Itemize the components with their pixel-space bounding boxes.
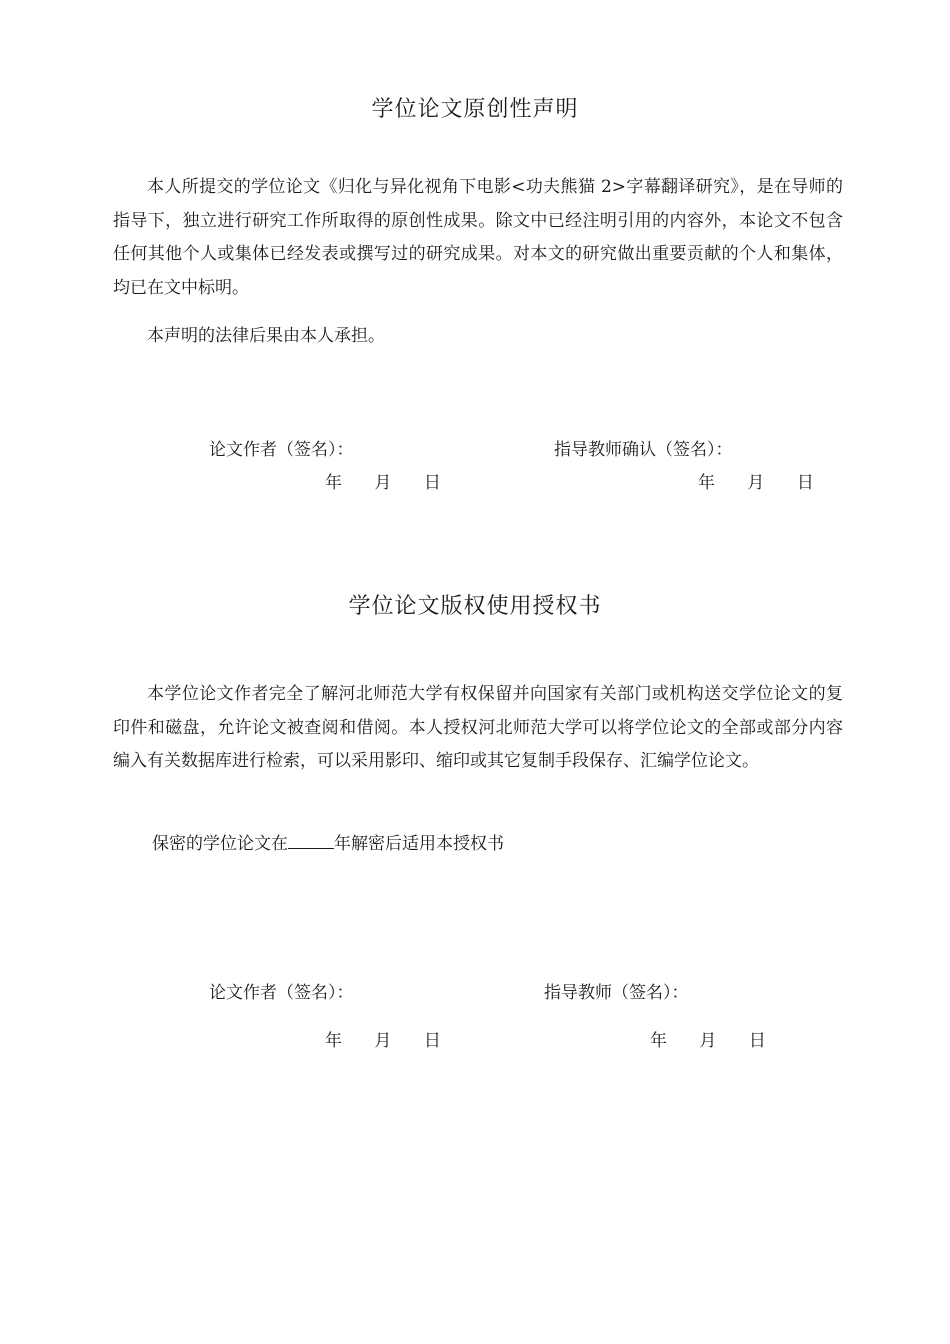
- secrecy-statement: [152, 832, 504, 855]
- secrecy-prefix: 保密的学位论文在: [152, 834, 288, 854]
- authorization-author-signature-label: 论文作者（签名）：: [209, 983, 354, 1003]
- secrecy-suffix: 年解密后适用本授权书: [334, 834, 504, 854]
- authorization-paragraph-1: 本学位论文作者完全了解河北师范大学有权保留并向国家有关部门或机构送交学位论文的复印件和磁盘，允许论文被查阅和借阅。本人授权河北师范大学可以将学位论文的全部或部分内容编入有关数据库进行检索，可以采用影印、缩印或其它复制手段保存、汇编学位论文。: [113, 684, 843, 771]
- declaration-paragraph-1: 本人所提交的学位论文《归化与异化视角下电影<功夫熊猫 2>字幕翻译研究》，是在导师的指导下，独立进行研究工作所取得的原创性成果。除文中已经注明引用的内容外，本论文不包含任何其他个人或集体已经发表或撰写过的研究成果。对本文的研究做出重要贡献的个人和集体，均已在文中标明。: [113, 177, 843, 298]
- declaration-title: 学位论文原创性声明: [371, 97, 579, 122]
- secrecy-years-blank: [288, 832, 334, 849]
- declaration-paragraph-2: 本声明的法律后果由本人承担。: [147, 326, 385, 346]
- authorization-advisor-signature-label: 指导教师（签名）：: [544, 983, 689, 1003]
- declaration-advisor-signature-label: 指导教师确认（签名）：: [554, 440, 733, 460]
- authorization-author-date: 年 月 日: [325, 1031, 441, 1051]
- authorization-title: 学位论文版权使用授权书: [348, 594, 602, 619]
- declaration-advisor-date: 年 月 日: [698, 473, 814, 493]
- declaration-author-date: 年 月 日: [325, 473, 441, 493]
- authorization-advisor-date: 年 月 日: [650, 1031, 766, 1051]
- declaration-author-signature-label: 论文作者（签名）：: [209, 440, 354, 460]
